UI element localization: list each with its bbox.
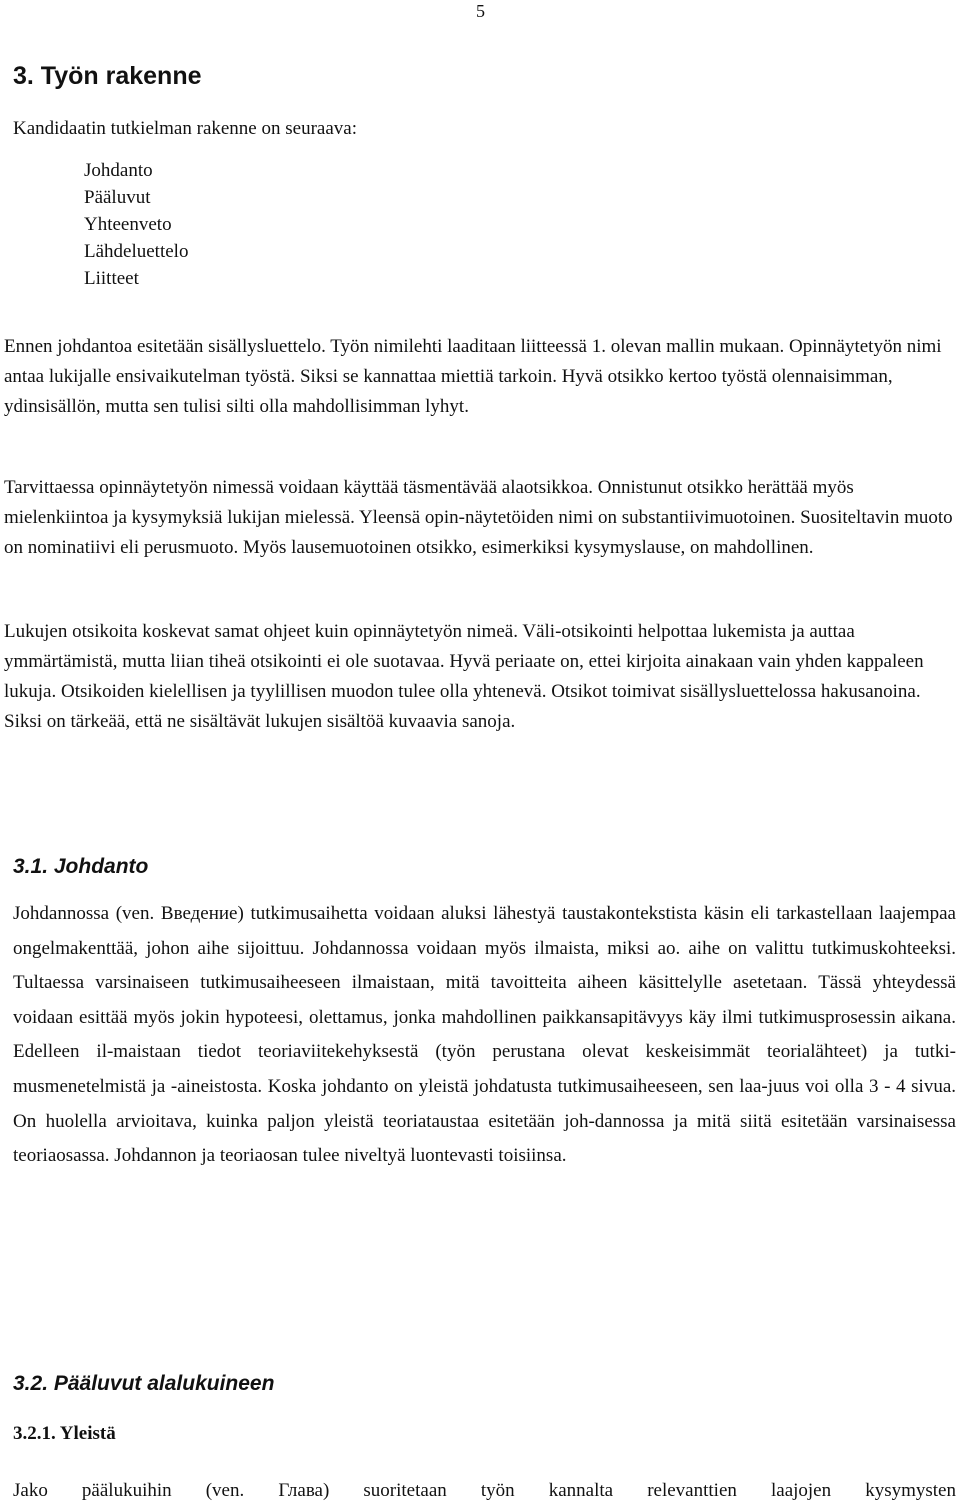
- subsection-title-paaluvut: 3.2. Pääluvut alalukuineen: [13, 1372, 275, 1395]
- paragraph-title-page: Ennen johdantoa esitetään sisällysluettelo. Työn nimilehti laaditaan liitteessä 1. olevan mallin mukaan. Opinnäytetyön nimi antaa lukijalle ensivaikutelman työstä. Siksi se kannattaa miettiä tarkoin. Hyvä otsikko kertoo työstä olennaisimman, ydinsisällön, mutta sen tulisi silti olla mahdollisimman lyhyt.: [4, 336, 942, 417]
- structure-item-lahdeluettelo: Lähdeluettelo: [84, 241, 189, 262]
- johdanto-paragraph: Johdannossa (ven. Введение) tutkimusaihetta voidaan aluksi lähestyä taustakontekstista käsin eli tarkastellaan laajempaa ongelmakenttää, johon aihe sijoittuu. Johdannossa voidaan myös ilmaista, miksi ao. aihe on valittu tutkimuskohteeksi. Tultaessa varsinaiseen tutkimusaiheeseen ilmaistaan, mitä tavoitteita aiheen käsittelylle asetetaan. Tässä yhteydessä voidaan esittää myös jokin hypoteesi, olettamus, jonka mahdollinen paikkansapitävyys käy ilmi tutkimusprosessin aikana. Edelleen il-maistaan tiedot teoriaviitekehyksestä (työn perustana olevat keskeisimmät teorialähteet) ja tutki-musmenetelmistä ja -aineistosta. Koska johdanto on yleistä johdatusta tutkimusaiheeseen, sen laa-juus voi olla 3 - 4 sivua. On huolella arvioitava, kuinka paljon yleistä teoriataustaa esitetään joh-dannossa ja mitä siitä esitetään varsinaisessa teoriaosassa. Johdannon ja teoriaosan tulee niveltyä luontevasti toisiinsa.: [13, 903, 956, 1167]
- structure-item-paaluvut: Pääluvut: [84, 187, 151, 208]
- page-number: 5: [476, 1, 485, 21]
- structure-item-johdanto: Johdanto: [84, 160, 153, 181]
- paragraph-subtitle: Tarvittaessa opinnäytetyön nimessä voidaan käyttää täsmentävää alaotsikkoa. Onnistunut otsikko herättää myös mielenkiintoa ja kysymyksiä lukijan mielessä. Yleensä opin-näytetöiden nimi on substantiivimuotoinen. Suositeltavin muoto on nominatiivi eli perusmuoto. Myös lausemuotoinen otsikko, esimerkiksi kysymyslause, on mahdollinen.: [4, 477, 953, 558]
- structure-item-yhteenveto: Yhteenveto: [84, 214, 172, 235]
- structure-item-liitteet: Liitteet: [84, 268, 139, 289]
- paragraph-chapter-headings: Lukujen otsikoita koskevat samat ohjeet kuin opinnäytetyön nimeä. Väli-otsikointi helpottaa lukemista ja auttaa ymmärtämistä, mutta liian tiheä otsikointi ei ole suotavaa. Hyvä periaate on, ettei kirjoita ainakaan vain yhden kappaleen lukuja. Otsikoiden kielellisen ja tyylillisen muodon tulee olla yhtenevä. Otsikot toimivat sisällysluettelossa hakusanoina. Siksi on tärkeää, että ne sisältävät lukujen sisältöä kuvaavia sanoja.: [4, 621, 924, 732]
- intro-text: Kandidaatin tutkielman rakenne on seuraava:: [13, 118, 357, 139]
- yleista-paragraph: Jako päälukuihin (ven. Глава) suoritetaan työn kannalta relevanttien laajojen kysymysten: [13, 1480, 956, 1501]
- subsubsection-title-yleista: 3.2.1. Yleistä: [13, 1423, 116, 1444]
- structure-list: [84, 157, 188, 292]
- subsection-title-johdanto: 3.1. Johdanto: [13, 855, 149, 878]
- section-title: 3. Työn rakenne: [13, 62, 202, 90]
